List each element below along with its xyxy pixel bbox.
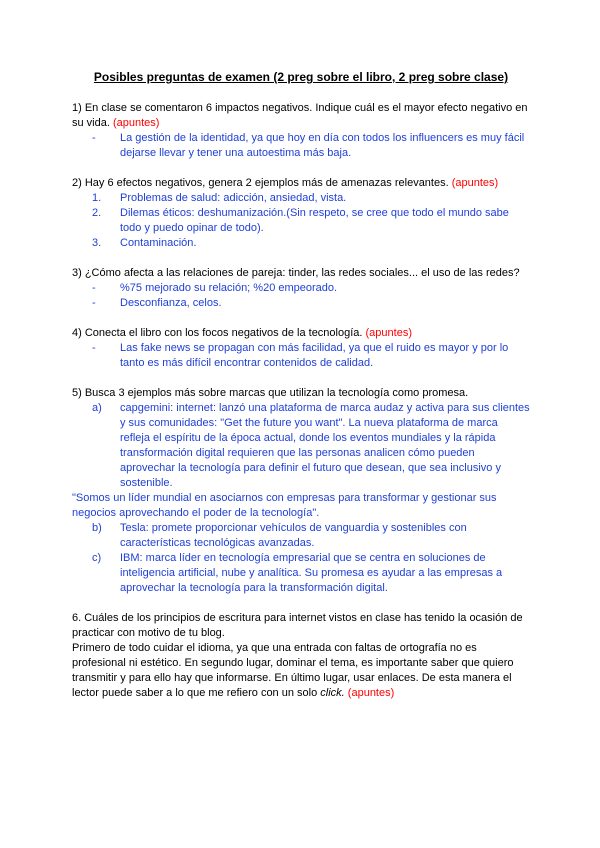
answer-italic: click. bbox=[320, 687, 345, 699]
list-text: capgemini: internet: lanzó una plataforma de marca audaz y activa para sus clientes y sus comunidades: "Get the future you want". La nueva plataforma de marca refleja el espíritu de la época actual, donde los eventos mundiales y la rápida transformación digital requieren que las personas analicen cómo pueden aprovechar la tecnología para definir el futuro que desean, que sea inclusivo y sostenible. bbox=[120, 402, 530, 489]
list-marker: a) bbox=[92, 402, 102, 414]
list-marker: 1. bbox=[92, 192, 102, 204]
list-text: Problemas de salud: adicción, ansiedad, vista. bbox=[120, 192, 347, 204]
answer-list bbox=[72, 131, 530, 161]
answer-list bbox=[72, 341, 530, 371]
question-2-text: 2) Hay 6 efectos negativos, genera 2 ejemplos más de amenazas relevantes. bbox=[72, 177, 449, 189]
question-5-text: 5) Busca 3 ejemplos más sobre marcas que utilizan la tecnología como promesa. bbox=[72, 387, 469, 399]
apuntes-tag: (apuntes) bbox=[347, 687, 395, 699]
question-4 bbox=[72, 326, 530, 371]
list-item bbox=[72, 236, 530, 251]
list-item: - La gestión de la identidad, ya que hoy en día con todos los influencers es muy fácil dejarse llevar y tener una autoestima más baja. bbox=[72, 131, 530, 161]
question-3-text: 3) ¿Cómo afecta a las relaciones de pareja: tinder, las redes sociales... el uso de las redes? bbox=[72, 267, 520, 279]
question-text bbox=[72, 326, 530, 341]
list-item: - Las fake news se propagan con más facilidad, ya que el ruido es mayor y por lo tanto es más difícil encontrar contenidos de calidad. bbox=[72, 341, 530, 371]
list-item: - %75 mejorado su relación; %20 empeorado. bbox=[72, 281, 530, 296]
question-4-text: 4) Conecta el libro con los focos negativos de la tecnología. bbox=[72, 327, 363, 339]
list-text: Contaminación. bbox=[120, 237, 197, 249]
answer-text: Primero de todo cuidar el idioma, ya que una entrada con faltas de ortografía no es profesional ni estético. En segundo lugar, dominar el tema, es importante saber que quiero transmitir y para ello hay que informarse. En último lugar, usar enlaces. De esta manera el lector puede saber a lo que me refiero con un solo bbox=[72, 642, 514, 699]
question-6 bbox=[72, 611, 530, 701]
apuntes-tag: (apuntes) bbox=[451, 177, 499, 189]
question-6-text: 6. Cuáles de los principios de escritura para internet vistos en clase has tenido la ocasión de practicar con motivo de tu blog. bbox=[72, 612, 523, 639]
list-item bbox=[72, 191, 530, 206]
list-item bbox=[72, 521, 530, 551]
list-item: - Desconfianza, celos. bbox=[72, 296, 530, 311]
answer-list bbox=[72, 401, 530, 491]
question-3 bbox=[72, 266, 530, 311]
list-item bbox=[72, 401, 530, 491]
list-item bbox=[72, 551, 530, 596]
answer-paragraph bbox=[72, 641, 530, 701]
question-text bbox=[72, 176, 530, 191]
list-text: Dilemas éticos: deshumanización.(Sin respeto, se cree que todo el mundo sabe todo y puedo opinar de todo). bbox=[120, 207, 509, 234]
answer-list bbox=[72, 521, 530, 596]
quote-text: "Somos un líder mundial en asociarnos con empresas para transformar y gestionar sus negocios aprovechando el poder de la tecnología". bbox=[72, 492, 497, 519]
answer-list bbox=[72, 191, 530, 251]
list-marker: c) bbox=[92, 552, 102, 564]
list-marker: b) bbox=[92, 522, 102, 534]
list-item bbox=[72, 206, 530, 236]
list-text: Tesla: promete proporcionar vehículos de vanguardia y sostenibles con características tecnológicas avanzadas. bbox=[120, 522, 467, 549]
question-5 bbox=[72, 386, 530, 596]
page-title: Posibles preguntas de examen (2 preg sobre el libro, 2 preg sobre clase) bbox=[93, 70, 509, 84]
answer-list bbox=[72, 281, 530, 311]
apuntes-tag: (apuntes) bbox=[365, 327, 412, 339]
apuntes-tag: (apuntes) bbox=[112, 117, 160, 129]
list-text: IBM: marca líder en tecnología empresarial que se centra en soluciones de inteligencia artificial, nube y analítica. Su promesa es ayudar a las empresas a aprovechar la tecnología para la transformación digital. bbox=[120, 552, 503, 594]
question-text bbox=[72, 101, 530, 131]
question-2 bbox=[72, 176, 530, 251]
document-page bbox=[72, 70, 530, 716]
list-marker: 3. bbox=[92, 237, 102, 249]
list-marker: 2. bbox=[92, 207, 102, 219]
question-1 bbox=[72, 101, 530, 161]
question-1-text: 1) En clase se comentaron 6 impactos negativos. Indique cuál es el mayor efecto negativo en su vida. bbox=[72, 102, 528, 129]
